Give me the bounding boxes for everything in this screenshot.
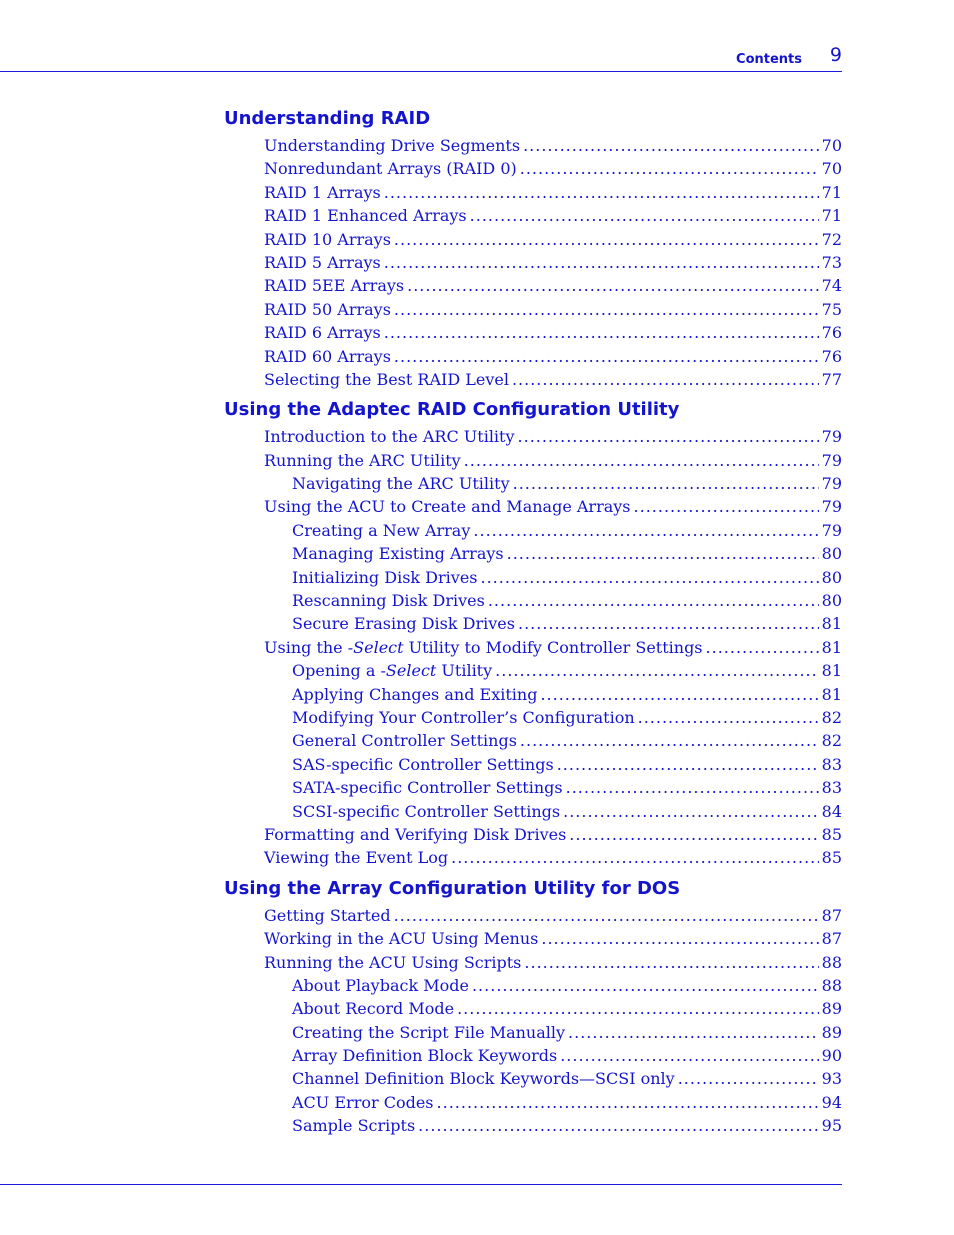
dot-leader [407,274,819,297]
toc-entry[interactable] [264,251,842,274]
entry-title: Using the ACU to Create and Manage Arrays [264,497,631,517]
dot-leader [557,753,819,776]
footer-rule [0,1184,842,1185]
entry-title: Running the ACU Using Scripts [264,952,522,972]
entry-page-number: 81 [821,614,842,634]
entry-title: Channel Definition Block Keywords—SCSI only [292,1069,675,1089]
entry-page-number: 85 [821,848,842,868]
entry-page-number: 70 [821,136,842,155]
toc-entry[interactable] [292,566,842,589]
entry-page-number: 90 [821,1046,842,1066]
dot-leader [560,1044,818,1067]
entry-page-number: 89 [821,999,842,1019]
toc-entry[interactable] [264,228,842,251]
entry-title: About Record Mode [292,999,455,1019]
toc-entry[interactable] [292,1067,842,1090]
entry-page-number: 79 [821,427,842,447]
entry-title: Modifying Your Controller’s Configuration [292,707,635,727]
dot-leader [524,951,818,974]
entry-title-emphasis: Select [353,637,404,657]
entry-page-number: 70 [821,159,842,179]
toc-entry[interactable] [264,345,842,368]
entry-title: Initializing Disk Drives [292,567,478,587]
dot-leader [569,823,818,846]
toc-entry[interactable] [292,542,842,565]
toc-entry[interactable] [264,181,842,204]
dot-leader [638,706,819,729]
dot-leader [394,298,819,321]
toc-entry[interactable] [264,927,842,950]
dot-leader [481,566,819,589]
toc-entry[interactable] [264,846,842,869]
entry-title: About Playback Mode [292,975,469,995]
entry-page-number: 87 [821,929,842,949]
entry-page-number: 88 [821,952,842,972]
entry-title-prefix: Opening a - [292,661,386,681]
dot-leader [384,251,819,274]
entry-page-number: 71 [821,182,842,202]
dot-leader [513,472,819,495]
entry-title [264,636,703,659]
entry-title: Nonredundant Arrays (RAID 0) [264,159,517,179]
dot-leader [495,659,818,682]
toc-entry[interactable] [264,636,842,659]
toc-section [224,398,842,869]
entry-page-number: 81 [821,684,842,704]
dot-leader [457,997,819,1020]
dot-leader [437,1091,819,1114]
toc-entry[interactable] [292,753,842,776]
toc-entry[interactable] [292,683,842,706]
entry-page-number: 76 [821,346,842,366]
entry-title: RAID 5EE Arrays [264,276,405,296]
dot-leader [512,368,819,391]
dot-leader [451,846,819,869]
dot-leader [566,776,819,799]
entry-title: RAID 5 Arrays [264,252,381,272]
toc-entry[interactable] [264,321,842,344]
entry-page-number: 73 [821,252,842,272]
entry-page-number: 80 [821,567,842,587]
entry-page-number: 88 [821,975,842,995]
section-heading[interactable]: Using the Adaptec RAID Configuration Utility [224,399,680,421]
entry-title: SCSI-specific Controller Settings [292,801,561,821]
entry-page-number: 81 [821,637,842,657]
entry-title: ACU Error Codes [292,1092,434,1112]
entry-title: Understanding Drive Segments [264,136,521,155]
section-heading[interactable]: Understanding RAID [224,108,431,129]
entry-title-suffix: Utility [436,661,493,681]
entry-title: General Controller Settings [292,731,517,751]
entry-title [292,659,492,682]
toc-entry[interactable] [264,157,842,180]
entry-page-number: 79 [821,497,842,517]
entry-page-number: 79 [821,520,842,540]
toc-entry[interactable] [292,729,842,752]
dot-leader [523,134,819,157]
dot-leader [472,974,819,997]
dot-leader [384,321,819,344]
dot-leader [394,345,819,368]
running-header-label: Contents [736,52,802,67]
entry-title: Navigating the ARC Utility [292,474,510,494]
entry-page-number: 82 [821,707,842,727]
entry-page-number: 95 [821,1116,842,1136]
dot-leader [520,157,819,180]
entry-title-prefix: Using the - [264,637,354,657]
entry-page-number: 85 [821,824,842,844]
toc-section [224,107,842,391]
toc-entry[interactable] [264,823,842,846]
entry-title: RAID 1 Enhanced Arrays [264,206,467,226]
toc-entry[interactable] [292,776,842,799]
entry-title: Creating the Script File Manually [292,1022,566,1042]
table-of-contents [224,107,842,1145]
section-heading[interactable]: Using the Array Configuration Utility for DOS [224,877,681,899]
dot-leader [678,1067,819,1090]
entry-title: Working in the ACU Using Menus [264,929,539,949]
entry-page-number: 82 [821,731,842,751]
entry-title: Rescanning Disk Drives [292,591,485,611]
toc-entry[interactable] [292,800,842,823]
entry-title: Creating a New Array [292,520,471,540]
toc-entry[interactable] [292,1021,842,1044]
entry-title: RAID 50 Arrays [264,299,391,319]
toc-section [224,877,842,1138]
entry-title: RAID 1 Arrays [264,182,381,202]
dot-leader [507,542,819,565]
entry-title: Selecting the Best RAID Level [264,369,509,389]
dot-leader [568,1021,819,1044]
entry-title: Getting Started [264,905,391,925]
toc-entry[interactable] [292,612,842,635]
toc-entry[interactable] [264,298,842,321]
entry-page-number: 74 [821,276,842,296]
entry-title: SATA-specific Controller Settings [292,778,563,798]
entry-page-number: 71 [821,206,842,226]
toc-entry[interactable] [264,425,842,448]
toc-entry[interactable] [292,1114,842,1137]
entry-page-number: 87 [821,905,842,925]
entry-page-number: 79 [821,450,842,470]
entry-title: SAS-specific Controller Settings [292,754,554,774]
toc-entry[interactable] [292,1044,842,1067]
dot-leader [394,904,819,927]
entry-page-number: 83 [821,778,842,798]
toc-entry[interactable] [292,706,842,729]
toc-entry[interactable] [264,904,842,927]
dot-leader [634,495,819,518]
dot-leader [464,449,819,472]
toc-entry[interactable] [292,974,842,997]
entry-page-number: 75 [821,299,842,319]
dot-leader [520,729,819,752]
entry-title: Secure Erasing Disk Drives [292,614,515,634]
entry-page-number: 79 [821,474,842,494]
toc-entry[interactable] [292,997,842,1020]
dot-leader [394,228,819,251]
entry-title: Sample Scripts [292,1116,416,1136]
entry-title: Running the ARC Utility [264,450,461,470]
toc-entry[interactable] [292,472,842,495]
dot-leader [384,181,819,204]
dot-leader [706,636,819,659]
entry-title: Introduction to the ARC Utility [264,427,515,447]
entry-page-number: 93 [821,1069,842,1089]
page-header [0,0,842,72]
entry-page-number: 83 [821,754,842,774]
toc-entry[interactable] [292,659,842,682]
toc-entry[interactable] [264,134,842,157]
entry-title: Managing Existing Arrays [292,544,504,564]
entry-page-number: 72 [821,229,842,249]
dot-leader [473,519,818,542]
entry-page-number: 89 [821,1022,842,1042]
entry-page-number: 81 [821,661,842,681]
dot-leader [518,612,819,635]
dot-leader [470,204,819,227]
page-number: 9 [829,44,842,66]
toc-entry[interactable] [264,368,842,391]
dot-leader [563,800,819,823]
dot-leader [418,1114,818,1137]
entry-title-suffix: Utility to Modify Controller Settings [403,637,703,657]
entry-page-number: 80 [821,544,842,564]
entry-title: RAID 6 Arrays [264,323,381,343]
dot-leader [488,589,819,612]
toc-entry[interactable] [264,274,842,297]
toc-entry[interactable] [264,204,842,227]
entry-page-number: 77 [821,369,842,389]
dot-leader [540,683,818,706]
entry-page-number: 80 [821,591,842,611]
entry-page-number: 76 [821,323,842,343]
entry-title-emphasis: Select [385,661,437,681]
toc-entry[interactable] [292,519,842,542]
entry-title: RAID 10 Arrays [264,229,391,249]
entry-title: Formatting and Verifying Disk Drives [264,824,567,844]
toc-entry[interactable] [264,495,842,518]
entry-page-number: 84 [821,801,842,821]
entry-page-number: 94 [821,1092,842,1112]
toc-entry[interactable] [264,449,842,472]
dot-leader [518,425,819,448]
toc-entry[interactable] [264,951,842,974]
entry-title: RAID 60 Arrays [264,346,391,366]
entry-title: Viewing the Event Log [264,848,449,868]
toc-entry[interactable] [292,1091,842,1114]
toc-entry[interactable] [292,589,842,612]
entry-title: Applying Changes and Exiting [292,684,538,704]
entry-title: Array Definition Block Keywords [292,1046,558,1066]
dot-leader [541,927,818,950]
